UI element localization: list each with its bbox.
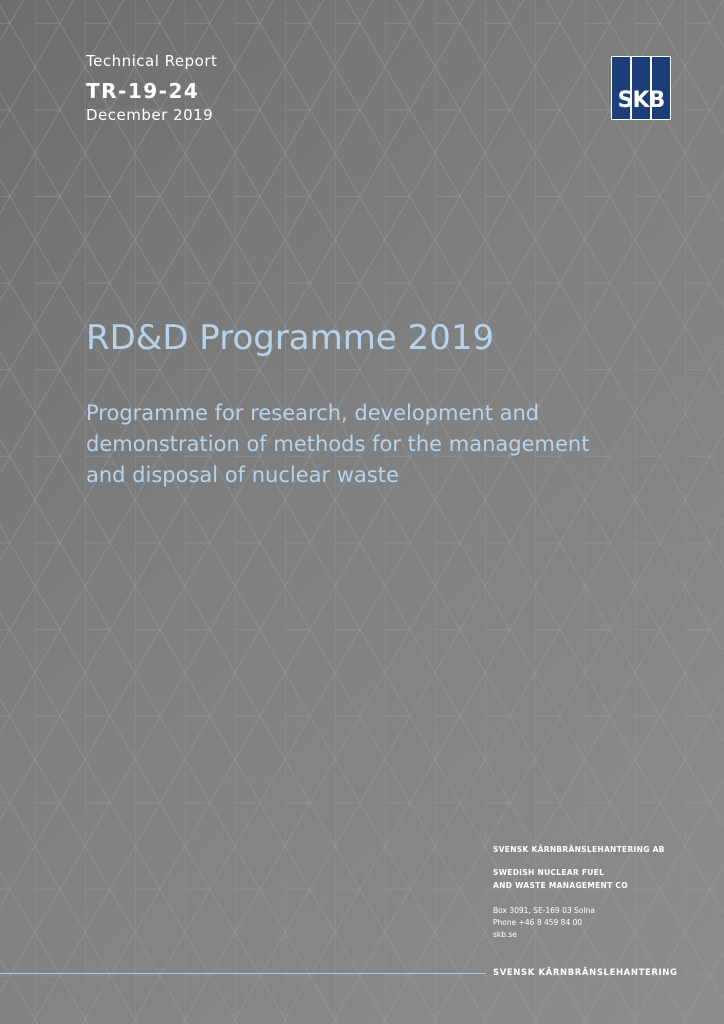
subtitle-line: demonstration of methods for the management <box>86 432 590 456</box>
subtitle-line: and disposal of nuclear waste <box>86 463 399 487</box>
company-website: skb.se <box>493 930 517 939</box>
footer-company-name: SVENSK KÄRNBRÄNSLEHANTERING <box>493 968 678 978</box>
company-name-english-line: AND WASTE MANAGEMENT CO <box>493 881 628 890</box>
report-type-label: Technical Report <box>86 52 218 70</box>
report-date: December 2019 <box>86 106 214 124</box>
report-number: TR-19-24 <box>86 79 200 103</box>
subtitle-line: Programme for research, development and <box>86 401 540 425</box>
document-title: RD&D Programme 2019 <box>86 318 495 358</box>
skb-logo-icon <box>611 56 671 120</box>
company-name-english-line: SWEDISH NUCLEAR FUEL <box>493 868 605 877</box>
company-address: Box 3091, SE-169 03 Solna <box>493 906 595 915</box>
company-phone: Phone +46 8 459 84 00 <box>493 918 583 927</box>
footer-divider <box>0 973 486 974</box>
company-name-swedish: SVENSK KÄRNBRÄNSLEHANTERING AB <box>493 845 665 854</box>
logo-text: SKB <box>617 88 665 113</box>
document-subtitle <box>86 398 676 491</box>
